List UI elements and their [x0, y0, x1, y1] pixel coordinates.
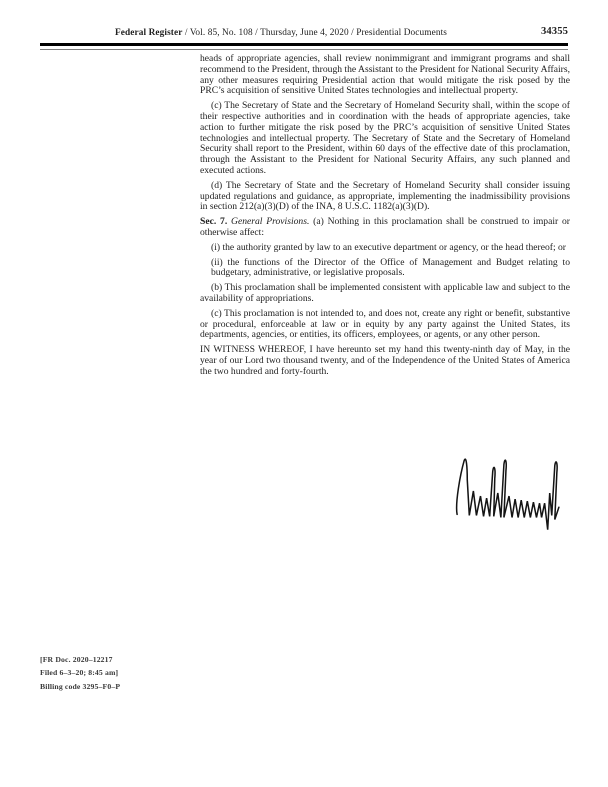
text-run: (c) The Secretary of State and the Secretary of Homeland Security shall, within the scope of their respective authorities and in coordination with the heads of appropriate agencies, take action to further mitigate the risk posed by the PRC’s acquisition of sensitive United States technologies and intellectual property. The Secretary of State and the Secretary of Homeland Security shall report to the President, within 60 days of the effective date of this proclamation, through the Assistant to the President for National Security Affairs, any such planned and executed actions. — [200, 100, 570, 176]
issue-info: / Vol. 85, No. 108 / Thursday, June 4, 2020 / Presidential Documents — [182, 27, 447, 38]
paragraph — [211, 243, 570, 254]
header-rule-thick — [40, 43, 568, 46]
header-rule-thin — [40, 49, 568, 51]
paragraph — [200, 101, 570, 177]
publication-name: Federal Register — [115, 27, 183, 38]
text-run: Sec. 7. — [200, 216, 228, 228]
running-head — [40, 28, 522, 38]
document-body — [200, 54, 570, 382]
paragraph — [211, 258, 570, 280]
text-run: (a) Nothing in this proclamation shall be construed to impair or otherwise affect: — [200, 216, 570, 238]
paragraph — [200, 54, 570, 97]
text-run: (d) The Secretary of State and the Secretary of Homeland Security shall consider issuing updated regulations and guidance, as appropriate, implementing the inadmissibility provisions in section 212(a)(3)(D) of the INA, 8 U.S.C. 1182(a)(3)(D). — [200, 179, 570, 213]
paragraph — [200, 345, 570, 377]
fr-filed-line: Filed 6–3–20; 8:45 am] — [40, 668, 119, 678]
text-run: (c) This proclamation is not intended to, and does not, create any right or benefit, substantive or procedural, enforceable at law or in equity by any party against the United States, its departments, agencies, or entities, its officers, employees, or agents, or any other person. — [200, 307, 570, 341]
presidential-signature — [452, 452, 566, 532]
fr-billing-code: Billing code 3295–F0–P — [40, 681, 121, 691]
text-run: heads of appropriate agencies, shall review nonimmigrant and immigrant programs and shall recommend to the President, through the Assistant to the President for National Security Affairs, any other measures requiring Presidential action that would mitigate the risk posed by the PRC’s acquisition of sensitive United States technologies and intellectual property. — [200, 53, 570, 97]
paragraph — [200, 283, 570, 305]
page-number: 34355 — [541, 26, 568, 37]
trump-signature-icon — [452, 452, 566, 532]
text-run: General Provisions. — [231, 216, 310, 228]
paragraph — [200, 181, 570, 213]
text-run: (b) This proclamation shall be implemented consistent with applicable law and subject to the availability of appropriations. — [200, 282, 570, 304]
text-run: (i) the authority granted by law to an executive department or agency, or the head thereof; or — [211, 241, 567, 253]
fr-doc-number: [FR Doc. 2020–12217 — [40, 655, 113, 664]
page-header — [40, 26, 568, 40]
paragraph — [200, 217, 570, 239]
paragraph — [200, 309, 570, 341]
text-run: (ii) the functions of the Director of the Office of Management and Budget relating to budgetary, administrative, or legislative proposals. — [211, 256, 570, 279]
text-run: IN WITNESS WHEREOF, I have hereunto set my hand this twenty-ninth day of May, in the year of our Lord two thousand twenty, and of the Independence of the United States of America the two hundred and forty-fourth. — [200, 344, 570, 377]
fr-doc-info — [40, 653, 120, 693]
